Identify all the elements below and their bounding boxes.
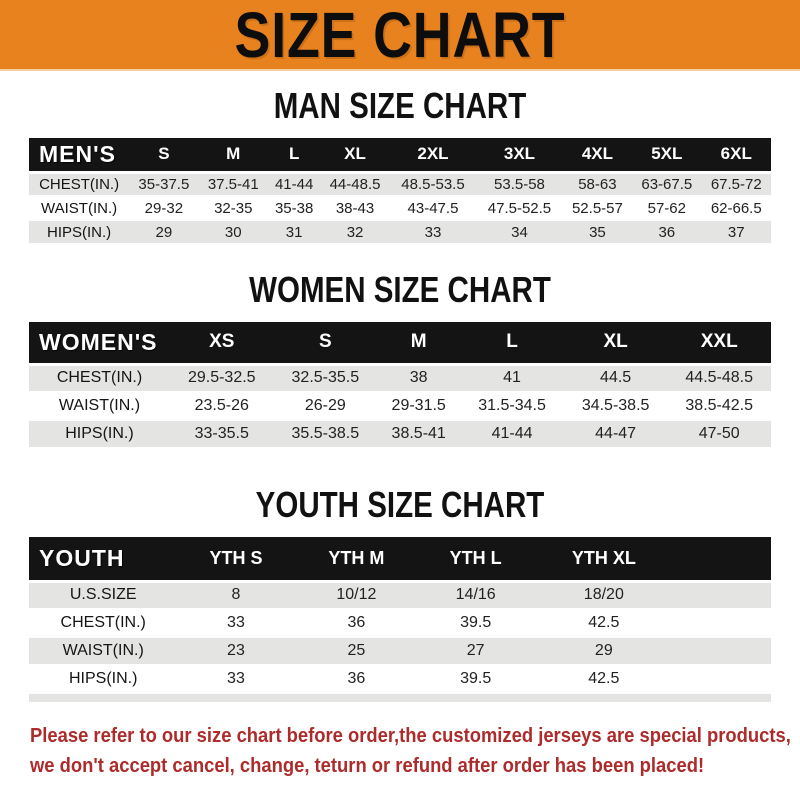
row-label: U.S.SIZE [29,581,177,609]
women-section [0,269,800,449]
table-cell: 44-48.5 [320,172,389,196]
women-section-heading-text: WOMEN SIZE CHART [249,269,551,310]
table-cell: 26-29 [274,392,378,420]
table-cell: 36 [295,665,419,693]
table-cell: 38-43 [320,196,389,220]
column-header: S [129,138,198,172]
table-cell: 29-32 [129,196,198,220]
column-header: M [199,138,268,172]
row-label: HIPS(IN.) [29,665,177,693]
table-cell: 44.5 [564,364,668,392]
table-cell: 29 [533,637,674,665]
column-header: 6XL [702,138,771,172]
table-cell: 33 [177,665,294,693]
column-header: M [377,322,460,364]
table-body [29,581,771,702]
table-cell: 38.5-42.5 [667,392,771,420]
table-cell: 33 [177,609,294,637]
table-cell: 36 [295,609,419,637]
column-header: YTH S [177,537,294,581]
table-cell: 33 [390,220,476,244]
table-cell: 44.5-48.5 [667,364,771,392]
column-header: XXL [667,322,771,364]
column-header: 5XL [632,138,701,172]
table-row [29,364,771,392]
table-cell: 35 [563,220,632,244]
table-cell: 23.5-26 [170,392,274,420]
table-cell: 25 [295,637,419,665]
row-label: HIPS(IN.) [29,220,129,244]
disclaimer-line-1: Please refer to our size chart before order,the customized jerseys are special products, [30,725,791,747]
table-cell: 35-37.5 [129,172,198,196]
table-body [29,364,771,448]
filler-cell [675,637,771,665]
column-header: L [460,322,564,364]
table-cell: 18/20 [533,581,674,609]
table-cell: 29.5-32.5 [170,364,274,392]
table-cell: 30 [199,220,268,244]
table-cell: 67.5-72 [702,172,771,196]
table-cell: 29 [129,220,198,244]
men-section [0,85,800,245]
men-size-table [29,138,771,245]
table-cell: 27 [418,637,533,665]
table-row [29,220,771,244]
column-header: XS [170,322,274,364]
table-body [29,172,771,244]
table-cell: 44-47 [564,420,668,448]
table-row [29,609,771,637]
column-header: YTH XL [533,537,674,581]
column-header: S [274,322,378,364]
table-cell: 41-44 [268,172,320,196]
row-label: HIPS(IN.) [29,420,170,448]
table-cell: 41 [460,364,564,392]
table-cell: 8 [177,581,294,609]
row-label: WAIST(IN.) [29,637,177,665]
disclaimer-line-2: we don't accept cancel, change, teturn or refund after order has been placed! [30,755,705,777]
table-cell: 10/12 [295,581,419,609]
column-header: YTH L [418,537,533,581]
table-group-label: YOUTH [29,537,177,581]
row-label: WAIST(IN.) [29,392,170,420]
table-cell: 14/16 [418,581,533,609]
youth-section [0,484,800,702]
table-cell: 42.5 [533,665,674,693]
men-section-heading-text: MAN SIZE CHART [273,85,527,126]
table-cell: 63-67.5 [632,172,701,196]
row-label: WAIST(IN.) [29,196,129,220]
table-cell: 31.5-34.5 [460,392,564,420]
table-cell: 48.5-53.5 [390,172,476,196]
row-label: CHEST(IN.) [29,364,170,392]
row-label: CHEST(IN.) [29,172,129,196]
table-cell: 33-35.5 [170,420,274,448]
table-cell: 32.5-35.5 [274,364,378,392]
table-header-row [29,138,771,172]
table-cell: 47-50 [667,420,771,448]
column-header: 2XL [390,138,476,172]
table-cell: 32-35 [199,196,268,220]
women-section-heading [0,269,800,310]
youth-section-heading-text: YOUTH SIZE CHART [255,484,545,525]
table-cell: 41-44 [460,420,564,448]
column-header: 4XL [563,138,632,172]
table-group-label: MEN'S [29,138,129,172]
table-header-row [29,322,771,364]
table-header-row [29,537,771,581]
table-row [29,665,771,693]
table-row [29,172,771,196]
table-cell: 37 [702,220,771,244]
disclaimer [30,721,800,781]
table-row [29,196,771,220]
filler-cell [675,537,771,581]
table-cell: 37.5-41 [199,172,268,196]
table-cell: 39.5 [418,665,533,693]
table-cell: 57-62 [632,196,701,220]
banner-title: SIZE CHART [234,0,566,71]
table-cell: 39.5 [418,609,533,637]
table-cell: 53.5-58 [476,172,562,196]
table-row [29,392,771,420]
table-cell: 34 [476,220,562,244]
spacer-cell [29,693,771,702]
table-cell: 43-47.5 [390,196,476,220]
filler-cell [675,609,771,637]
filler-cell [675,581,771,609]
table-cell: 23 [177,637,294,665]
table-cell: 34.5-38.5 [564,392,668,420]
men-section-heading [0,85,800,126]
column-header: 3XL [476,138,562,172]
spacer-row [29,693,771,702]
table-cell: 32 [320,220,389,244]
banner [0,0,800,71]
table-group-label: WOMEN'S [29,322,170,364]
table-cell: 62-66.5 [702,196,771,220]
table-cell: 38.5-41 [377,420,460,448]
table-cell: 35-38 [268,196,320,220]
table-head [29,537,771,581]
table-row [29,420,771,448]
women-size-table [29,322,771,449]
table-cell: 52.5-57 [563,196,632,220]
column-header: XL [564,322,668,364]
filler-cell [675,665,771,693]
youth-size-table [29,537,771,702]
column-header: YTH M [295,537,419,581]
table-cell: 29-31.5 [377,392,460,420]
table-cell: 38 [377,364,460,392]
table-cell: 31 [268,220,320,244]
table-cell: 35.5-38.5 [274,420,378,448]
column-header: XL [320,138,389,172]
table-head [29,322,771,364]
table-cell: 36 [632,220,701,244]
column-header: L [268,138,320,172]
row-label: CHEST(IN.) [29,609,177,637]
table-head [29,138,771,172]
table-cell: 58-63 [563,172,632,196]
table-cell: 47.5-52.5 [476,196,562,220]
table-row [29,637,771,665]
youth-section-heading [0,484,800,525]
table-cell: 42.5 [533,609,674,637]
table-row [29,581,771,609]
